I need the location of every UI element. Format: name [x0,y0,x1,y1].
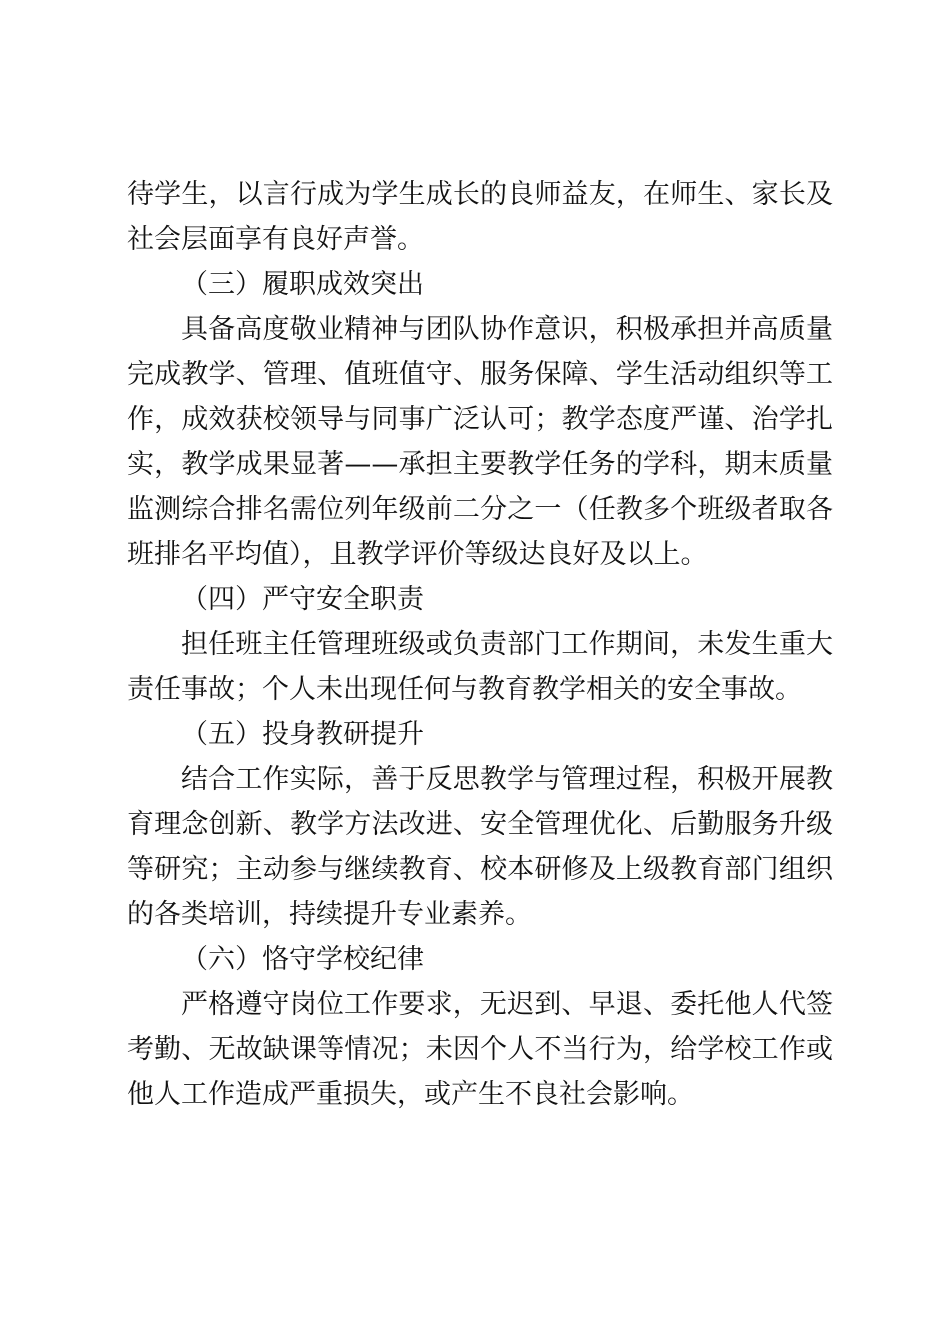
paragraph-research: 结合工作实际，善于反思教学与管理过程，积极开展教育理念创新、教学方法改进、安全管理优化、后勤服务升级等研究；主动参与继续教育、校本研修及上级教育部门组织的各类培训，持续提升专业素养。 [127,764,833,930]
document-body [127,172,833,1117]
section-heading-4: （四）严守安全职责 [181,584,424,615]
paragraph-safety: 担任班主任管理班级或负责部门工作期间，未发生重大责任事故；个人未出现任何与教育教学相关的安全事故。 [127,629,833,705]
paragraph-discipline: 严格遵守岗位工作要求，无迟到、早退、委托他人代签考勤、无故缺课等情况；未因个人不当行为，给学校工作或他人工作造成严重损失，或产生不良社会影响。 [127,989,833,1110]
section-heading-6: （六）恪守学校纪律 [181,944,424,975]
paragraph-continuation: 待学生，以言行成为学生成长的良师益友，在师生、家长及社会层面享有良好声誉。 [127,179,833,255]
section-heading-3: （三）履职成效突出 [181,269,424,300]
paragraph-performance: 具备高度敬业精神与团队协作意识，积极承担并高质量完成教学、管理、值班值守、服务保障、学生活动组织等工作，成效获校领导与同事广泛认可；教学态度严谨、治学扎实，教学成果显著——承担主要教学任务的学科，期末质量监测综合排名需位列年级前二分之一（任教多个班级者取各班排名平均值），且教学评价等级达良好及以上。 [127,314,833,570]
section-heading-5: （五）投身教研提升 [181,719,424,750]
